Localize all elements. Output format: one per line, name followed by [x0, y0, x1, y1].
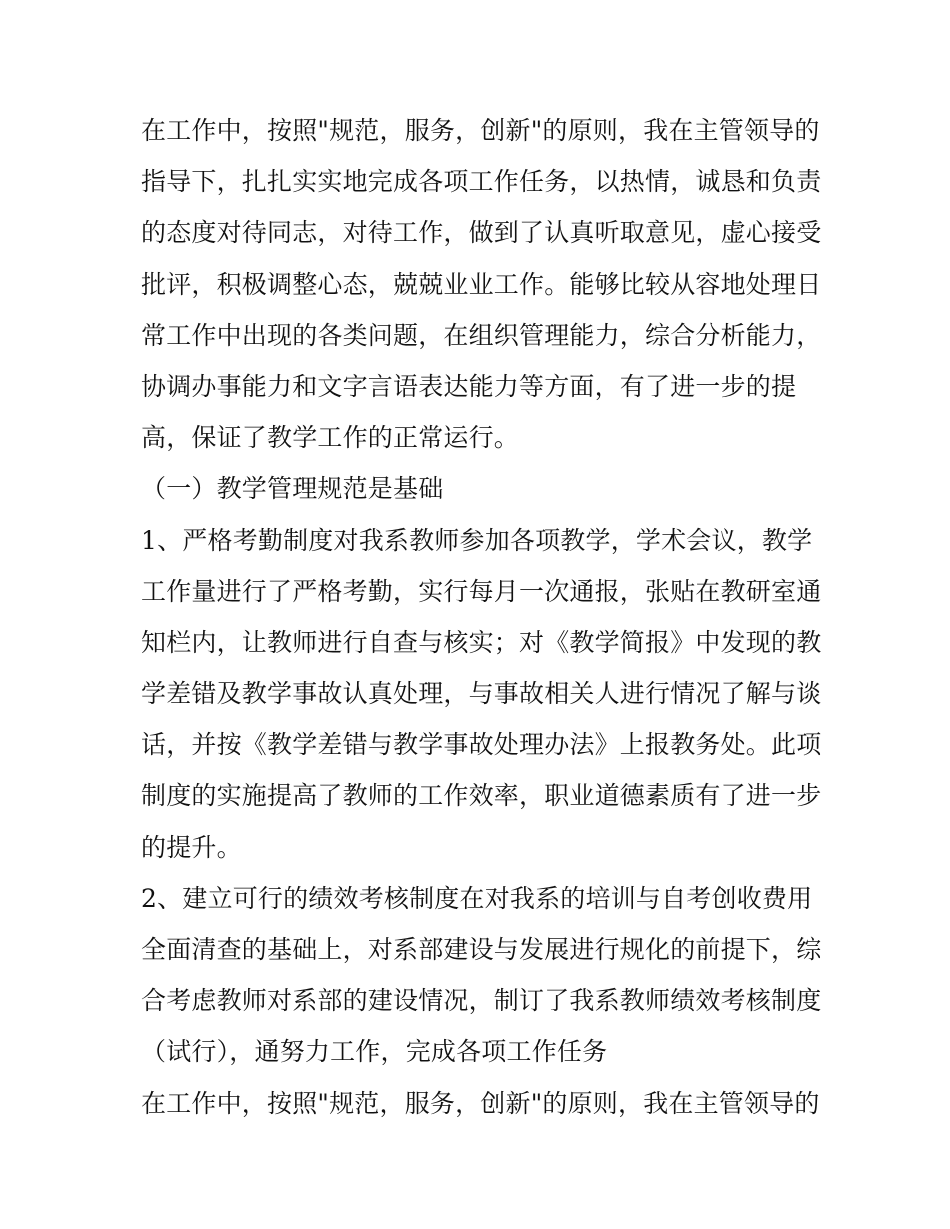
- text-line: 的态度对待同志，对待工作，做到了认真听取意见，虚心接受: [141, 218, 822, 248]
- text-line: 全面清查的基础上，对系部建设与发展进行规化的前提下，综: [141, 935, 822, 964]
- text-line: 在工作中，按照"规范，服务，创新"的原则，我在主管领导的: [141, 1088, 820, 1118]
- section-heading: （一）教学管理规范是基础: [141, 474, 444, 504]
- text-line: 2、建立可行的绩效考核制度在对我系的培训与自考创收费用: [141, 883, 813, 913]
- text-line: 批评，积极调整心态，兢兢业业工作。能够比较从容地处理日: [141, 269, 822, 299]
- text-line: 协调办事能力和文字言语表达能力等方面，有了进一步的提: [141, 371, 797, 401]
- text-line: 1、严格考勤制度对我系教师参加各项教学，学术会议，教学: [141, 525, 813, 555]
- text-line: （试行），通努力工作，完成各项工作任务: [141, 1037, 608, 1067]
- text-line: 知栏内，让教师进行自查与核实；对《教学简报》中发现的教: [141, 627, 822, 657]
- text-line: 制度的实施提高了教师的工作效率，职业道德素质有了进一步: [141, 781, 822, 811]
- text-line: 常工作中出现的各类问题，在组织管理能力，综合分析能力，: [141, 320, 822, 350]
- text-line: 话，并按《教学差错与教学事故处理办法》上报教务处。此项: [141, 730, 822, 760]
- text-line: 学差错及教学事故认真处理，与事故相关人进行情况了解与谈: [141, 679, 822, 709]
- text-line: 在工作中，按照"规范，服务，创新"的原则，我在主管领导的: [141, 116, 820, 145]
- text-line: 合考虑教师对系部的建设情况，制订了我系教师绩效考核制度: [141, 986, 822, 1016]
- text-line: 的提升。: [141, 832, 242, 862]
- text-line: 高，保证了教学工作的正常运行。: [141, 423, 520, 453]
- text-line: 指导下，扎扎实实地完成各项工作任务，以热情，诚恳和负责: [141, 167, 822, 197]
- text-line: 工作量进行了严格考勤，实行每月一次通报，张贴在教研室通: [141, 576, 822, 606]
- document-body: [141, 105, 821, 1129]
